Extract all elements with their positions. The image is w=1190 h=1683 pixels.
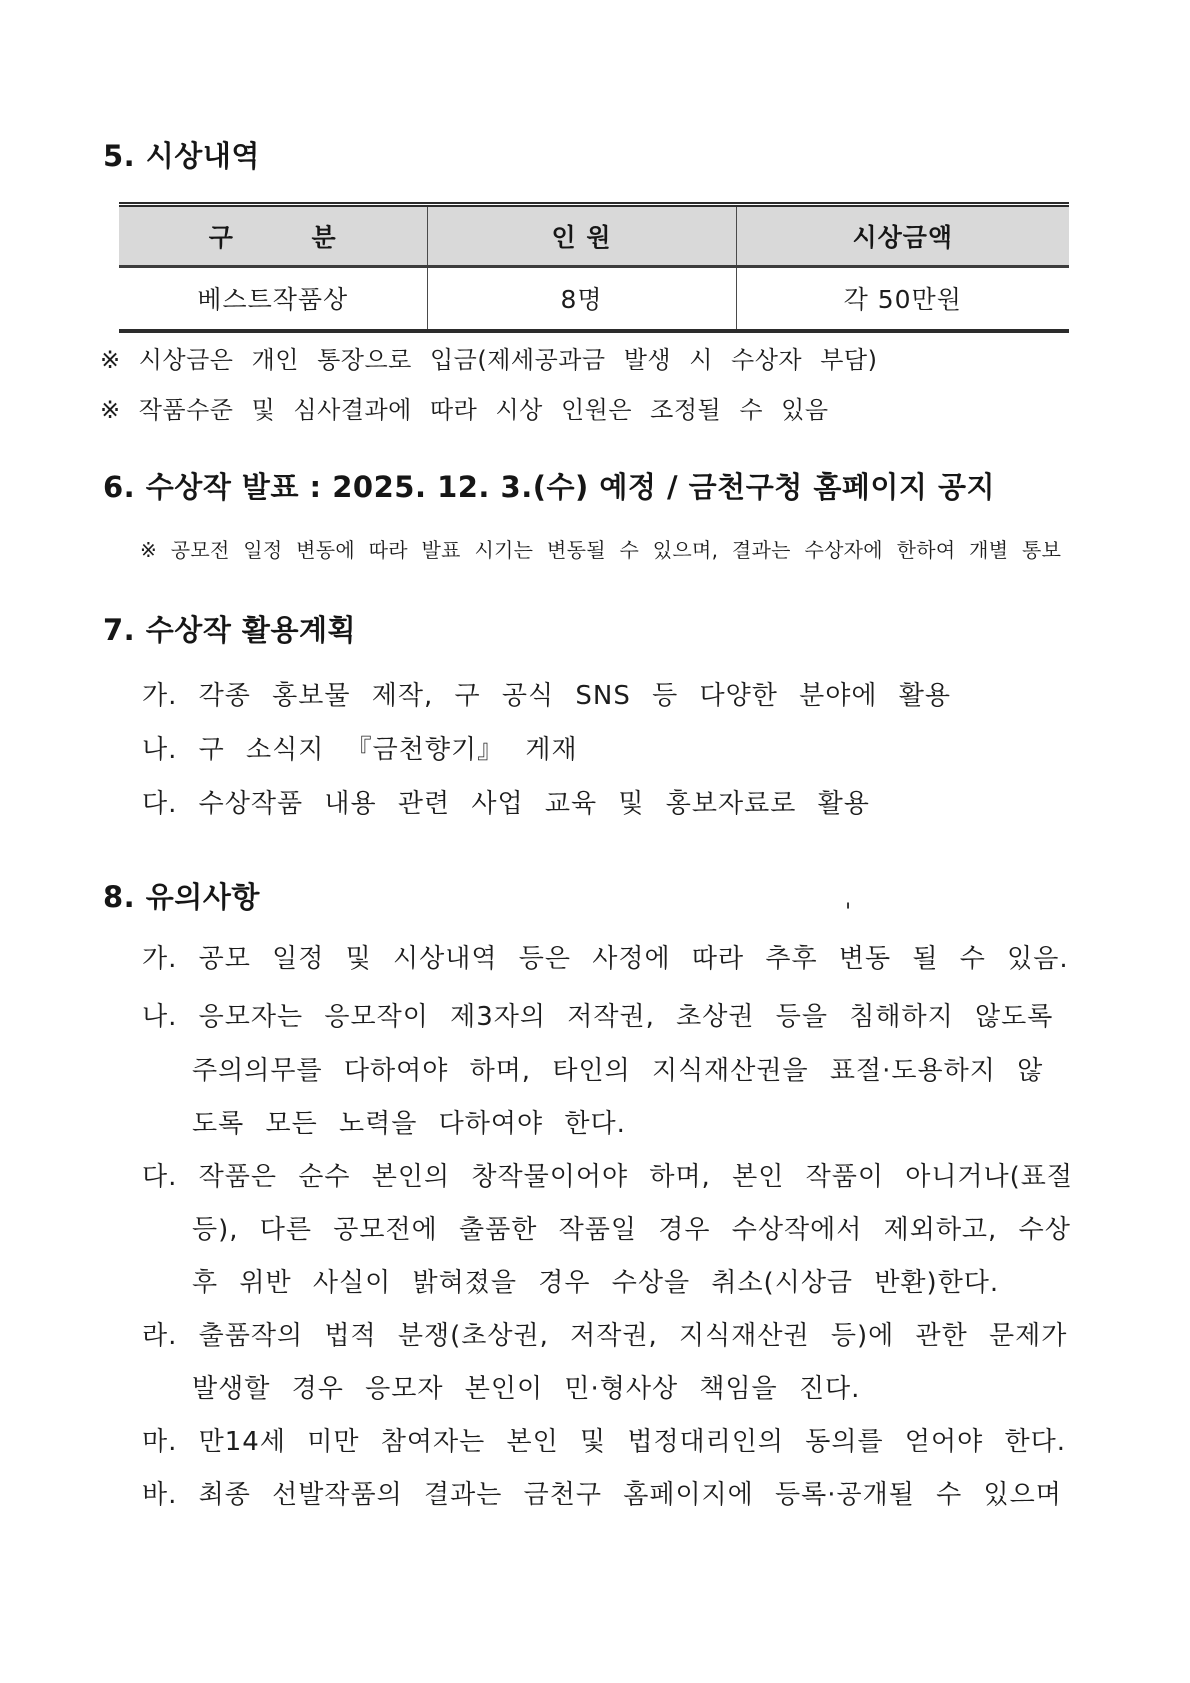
section8-item-ga: 가. 공모 일정 및 시상내역 등은 사정에 따라 추후 변동 될 수 있음. (142, 944, 1069, 974)
section8-heading: 8. 유의사항 (103, 880, 260, 914)
section8-item-ma: 마. 만14세 미만 참여자는 본인 및 법정대리인의 동의를 얻어야 한다. (142, 1427, 1067, 1457)
section5-note-adjustment: ※ 작품수준 및 심사결과에 따라 시상 인원은 조정될 수 있음 (100, 396, 829, 424)
award-table-header-count: 인 원 (427, 205, 736, 267)
award-table-header-row (119, 205, 1069, 267)
section8-item-da: 다. 작품은 순수 본인의 창작물이어야 하며, 본인 작품이 아니거나(표절 (142, 1162, 1074, 1192)
section8-item-ra-cont1: 발생할 경우 응모자 본인이 민·형사상 책임을 진다. (192, 1374, 861, 1404)
section7-item-ga: 가. 각종 홍보물 제작, 구 공식 SNS 등 다양한 분야에 활용 (142, 681, 951, 711)
section8-item-na: 나. 응모자는 응모작이 제3자의 저작권, 초상권 등을 침해하지 않도록 (142, 1002, 1054, 1032)
section5-note-payment: ※ 시상금은 개인 통장으로 입금(제세공과금 발생 시 수상자 부담) (100, 346, 878, 374)
section8-item-ba: 바. 최종 선발작품의 결과는 금천구 홈페이지에 등록·공개될 수 있으며 (142, 1480, 1062, 1510)
award-cell-category: 베스트작품상 (119, 267, 427, 331)
award-table-header-category: 구 분 (119, 205, 427, 267)
section8-item-da-cont1: 등), 다른 공모전에 출품한 작품일 경우 수상작에서 제외하고, 수상 (192, 1215, 1071, 1245)
section5-heading: 5. 시상내역 (103, 139, 260, 173)
section6-note: ※ 공모전 일정 변동에 따라 발표 시기는 변동될 수 있으며, 결과는 수상자에 한하여 개별 통보 (140, 538, 1062, 562)
section7-item-na: 나. 구 소식지 『금천향기』 게재 (142, 735, 578, 765)
section7-item-da: 다. 수상작품 내용 관련 사업 교육 및 홍보자료로 활용 (142, 789, 870, 819)
section8-item-na-cont2: 도록 모든 노력을 다하여야 한다. (192, 1109, 626, 1139)
section7-heading: 7. 수상작 활용계획 (103, 613, 356, 647)
award-cell-count: 8명 (427, 267, 736, 331)
award-cell-prize: 각 50만원 (736, 267, 1069, 331)
award-table (119, 202, 1069, 333)
scan-artifact-mark: ' (845, 900, 852, 925)
section8-item-da-cont2: 후 위반 사실이 밝혀졌을 경우 수상을 취소(시상금 반환)한다. (192, 1268, 1000, 1298)
section6-heading: 6. 수상작 발표 : 2025. 12. 3.(수) 예정 / 금천구청 홈페이지 공지 (103, 470, 995, 504)
section8-item-ra: 라. 출품작의 법적 분쟁(초상권, 저작권, 지식재산권 등)에 관한 문제가 (142, 1321, 1068, 1351)
award-table-header-prize: 시상금액 (736, 205, 1069, 267)
award-table-row (119, 267, 1069, 331)
section8-item-na-cont1: 주의의무를 다하여야 하며, 타인의 지식재산권을 표절·도용하지 않 (192, 1056, 1044, 1086)
